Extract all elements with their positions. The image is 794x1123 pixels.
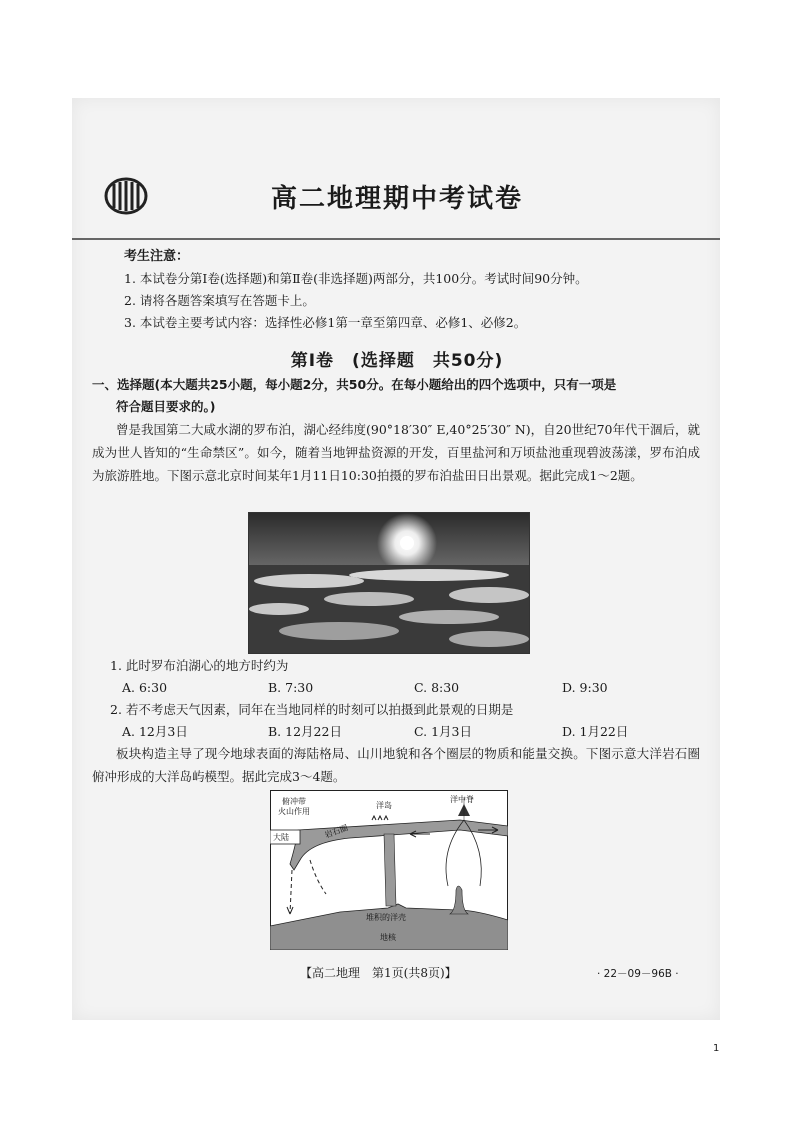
question-stem: 1. 此时罗布泊湖心的地方时约为 [110,658,289,673]
option-b: B. 12月22日 [268,724,342,739]
page-title: 高二地理期中考试卷 [270,184,523,214]
label-subduction: 俯冲带 [282,797,306,806]
ocean-island-model-diagram [270,790,508,950]
page-footer: 【高二地理 第1页(共8页)】 [300,966,457,980]
label-island: 洋岛 [376,801,392,810]
passage-plate-tectonics: 板块构造主导了现今地球表面的海陆格局、山川地貌和各个圈层的物质和能量交换。下图示意大洋岩石圈俯冲形成的大洋岛屿模型。据此完成3～4题。 [92,746,700,784]
label-volcanism: 火山作用 [278,807,310,816]
page-number: 1 [713,1043,720,1054]
header-divider [72,238,720,240]
notice-item: 3. 本试卷主要考试内容：选择性必修1第一章至第四章、必修1、必修2。 [124,315,527,330]
notice-item: 2. 请将各题答案填写在答题卡上。 [124,293,315,308]
label-crust: 堆积的洋壳 [366,913,406,922]
passage-lop-nur: 曾是我国第二大咸水湖的罗布泊，湖心经纬度(90°18′30″ E,40°25′30″ N)，自20世纪70年代干涸后，就成为世人皆知的“生命禁区”。如今，随着当地钾盐资源的开发，百里盐河和万顷盐池重现碧波荡漾，罗布泊成为旅游胜地。下图示意北京时间某年1月11日10:30拍摄的罗布泊盐田日出景观。据此完成1～2题。 [92,422,700,483]
question-stem: 2. 若不考虑天气因素，同年在当地同样的时刻可以拍摄到此景观的日期是 [110,702,514,717]
option-d: D. 1月22日 [562,724,629,739]
option-b: B. 7:30 [268,680,314,695]
option-a: A. 12月3日 [122,724,188,739]
label-lithosphere: 岩石圈 [323,823,350,840]
candidate-notice [124,246,704,334]
label-ridge: 洋中脊 [450,795,474,804]
option-a: A. 6:30 [122,680,168,695]
notice-item: 1. 本试卷分第Ⅰ卷(选择题)和第Ⅱ卷(非选择题)两部分，共100分。考试时间90分钟。 [124,271,588,286]
section-instructions [92,374,700,418]
option-d: D. 9:30 [562,680,608,695]
section-line: 一、选择题(本大题共25小题，每小题2分，共50分。在每小题给出的四个选项中，只有一项是 [92,377,617,392]
exam-code: · 22－09－96B · [597,968,679,980]
notice-heading: 考生注意： [124,249,190,264]
option-c: C. 8:30 [414,680,460,695]
salt-field-sunrise-photo [248,512,530,654]
part-one-heading: 第Ⅰ卷 (选择题 共50分) [290,351,504,371]
label-continent: 大陆 [273,833,289,842]
section-line: 符合题目要求的。) [116,399,216,414]
label-core: 地核 [380,933,396,942]
option-c: C. 1月3日 [414,724,472,739]
